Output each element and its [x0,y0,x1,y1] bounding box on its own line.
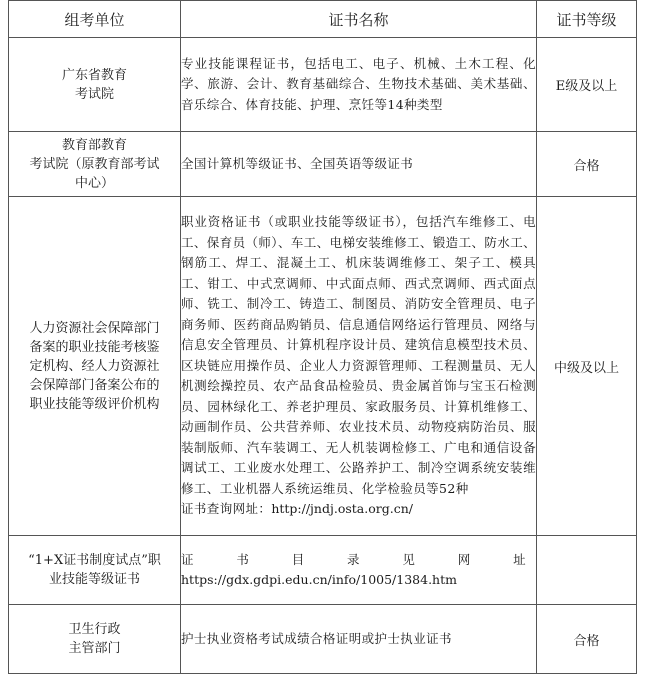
catalog-note [181,550,536,571]
header-unit: 组考单位 [9,1,181,38]
table-row [9,605,637,674]
name-cell: 专业技能课程证书，包括电工、电子、机械、土木工程、化学、旅游、会计、教育基础综合、生物技术基础、美术基础、音乐综合、体育技能、护理、烹饪等14种类型 [181,38,537,132]
level-cell: E级及以上 [537,38,637,132]
header-name: 证书名称 [181,1,537,38]
unit-line: 定机构、经人力资源社 [29,358,160,374]
unit-line: 业技能等级证书 [48,572,140,587]
header-level: 证书等级 [537,1,637,38]
query-url-link[interactable]: http://jndj.osta.org.cn/ [271,501,413,517]
name-cell [181,536,537,605]
unit-cell [9,197,181,536]
table-row [9,38,637,132]
table-header-row [9,1,637,38]
level-cell: 合格 [537,605,637,674]
unit-cell [9,536,181,605]
level-cell: 合格 [537,132,637,197]
level-cell: 中级及以上 [537,197,637,536]
unit-line: 广东省教育 [61,67,127,83]
unit-line: 职业技能等级评价机构 [29,396,160,412]
certificate-table [8,0,637,674]
name-cell [181,197,537,536]
table-row [9,197,637,536]
unit-line: 教育部教育 [61,137,127,153]
unit-line: 卫生行政 [68,622,121,637]
unit-cell [9,132,181,197]
name-cell: 护士执业资格考试成绩合格证明或护士执业证书 [181,605,537,674]
query-url-line [181,499,536,520]
catalog-char: 见 [402,551,416,567]
table-row [9,536,637,605]
catalog-char: 录 [347,551,360,567]
catalog-char: 网 [457,551,471,567]
unit-cell [9,38,181,132]
unit-line: 考试院（原教育部考试 [29,156,160,172]
table-row [9,132,637,197]
unit-line: 考试院 [74,86,114,102]
level-cell [537,536,637,605]
name-cell: 全国计算机等级证书、全国英语等级证书 [181,132,537,197]
unit-line: 主管部门 [68,641,121,656]
unit-line: 备案的职业技能考核鉴 [29,339,160,355]
catalog-char: 目 [291,551,305,567]
name-text: 职业资格证书（或职业技能等级证书），包括汽车维修工、电工、保育员（师）、车工、电梯安装维修工、锻造工、防水工、钢筋工、焊工、混凝土工、机床装调维修工、架子工、模具工、钳工、中式烹调师、中式面点师、西式烹调师、西式面点师、铣工、制冷工、铸造工、制图员、消防安全管理员、电子商务师、医药商品购销员、信息通信网络运行管理员、网络与信息安全管理员、计算机程序设计员、建筑信息模型技术员、区块链应用操作员、企业人力资源管理师、工程测量员、无人机测绘操控员、农产品食品检验员、贵金属首饰与宝玉石检测员、园林绿化工、养老护理员、家政服务员、计算机维修工、动画制作员、公共营养师、农业技术员、动物疫病防治员、服装制版师、汽车装调工、无人机装调检修工、广电和通信设备调试工、工业废水处理工、公路养护工、制冷空调系统安装维修工、工业机器人系统运维员、化学检验员等52种 [181,214,536,496]
query-url-label: 证书查询网址： [181,501,272,517]
unit-line: 会保障部门备案公布的 [29,377,160,393]
catalog-url-link[interactable]: https://gdx.gdpi.edu.cn/info/1005/1384.htm [181,572,457,587]
unit-line: 人力资源社会保障部门 [29,320,160,336]
catalog-char: 书 [236,551,250,567]
unit-cell [9,605,181,674]
unit-line: “1+X证书制度试点”职 [28,553,161,568]
catalog-char: 址 [513,551,526,567]
unit-line: 中心） [74,175,114,191]
catalog-char: 证 [181,551,194,567]
